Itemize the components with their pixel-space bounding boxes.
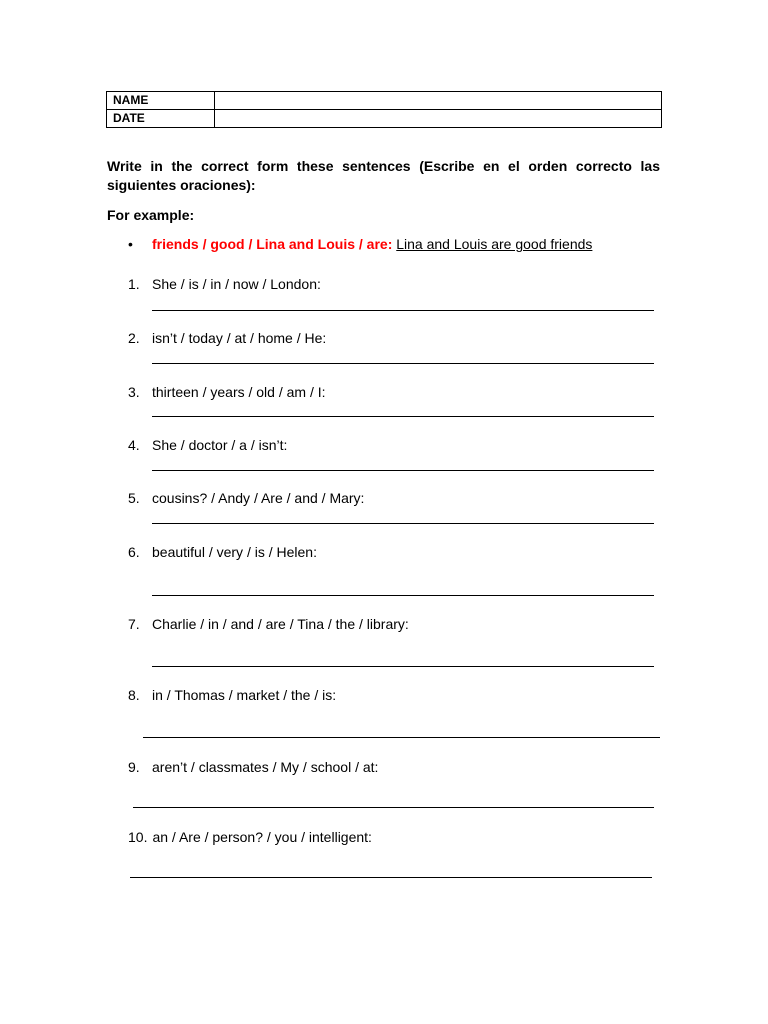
exercise-number: 8. [128, 687, 140, 703]
exercise-item [128, 276, 321, 292]
exercise-prompt: beautiful / very / is / Helen: [152, 544, 317, 560]
answer-line[interactable] [143, 737, 660, 738]
exercise-item [128, 330, 326, 346]
date-label: DATE [107, 110, 215, 128]
name-row [107, 92, 662, 110]
example-answer: Lina and Louis are good friends [396, 236, 593, 252]
exercise-number: 10. [128, 829, 148, 845]
bullet-icon: • [128, 236, 133, 252]
date-row [107, 110, 662, 128]
name-field[interactable] [215, 92, 662, 110]
exercise-prompt: cousins? / Andy / Are / and / Mary: [152, 490, 365, 506]
exercise-number: 6. [128, 544, 140, 560]
exercise-prompt: She / doctor / a / isn’t: [152, 437, 288, 453]
example-prompt: friends / good / Lina and Louis / are: [152, 236, 393, 252]
answer-line[interactable] [152, 470, 654, 471]
instructions-text: Write in the correct form these sentences (Escribe en el orden correcto las siguientes oraciones): [107, 158, 660, 193]
student-info-table [106, 91, 662, 128]
exercise-number: 4. [128, 437, 140, 453]
answer-line[interactable] [152, 595, 654, 596]
date-field[interactable] [215, 110, 662, 128]
example-heading: For example: [107, 207, 195, 223]
answer-line[interactable] [152, 363, 654, 364]
answer-line[interactable] [152, 416, 654, 417]
exercise-number: 5. [128, 490, 140, 506]
exercise-prompt: Charlie / in / and / are / Tina / the / library: [152, 616, 409, 632]
answer-line[interactable] [152, 523, 654, 524]
exercise-prompt: She / is / in / now / London: [152, 276, 321, 292]
exercise-item [128, 759, 378, 775]
answer-line[interactable] [152, 666, 654, 667]
exercise-number: 2. [128, 330, 140, 346]
exercise-item [128, 616, 409, 632]
exercise-item [128, 384, 326, 400]
answer-line[interactable] [130, 877, 652, 878]
answer-line[interactable] [152, 310, 654, 311]
exercise-number: 1. [128, 276, 140, 292]
exercise-prompt: aren’t / classmates / My / school / at: [152, 759, 379, 775]
exercise-item [128, 437, 287, 453]
exercise-number: 3. [128, 384, 140, 400]
answer-line[interactable] [133, 807, 654, 808]
exercise-prompt: in / Thomas / market / the / is: [152, 687, 337, 703]
exercise-prompt: an / Are / person? / you / intelligent: [152, 829, 372, 845]
exercise-item [128, 544, 317, 560]
name-label: NAME [107, 92, 215, 110]
exercise-prompt: thirteen / years / old / am / I: [152, 384, 326, 400]
exercise-item [128, 687, 336, 703]
exercise-number: 9. [128, 759, 140, 775]
exercise-item [128, 490, 364, 506]
exercise-item [128, 829, 372, 845]
exercise-number: 7. [128, 616, 140, 632]
exercise-prompt: isn’t / today / at / home / He: [152, 330, 327, 346]
example-item [128, 236, 592, 252]
